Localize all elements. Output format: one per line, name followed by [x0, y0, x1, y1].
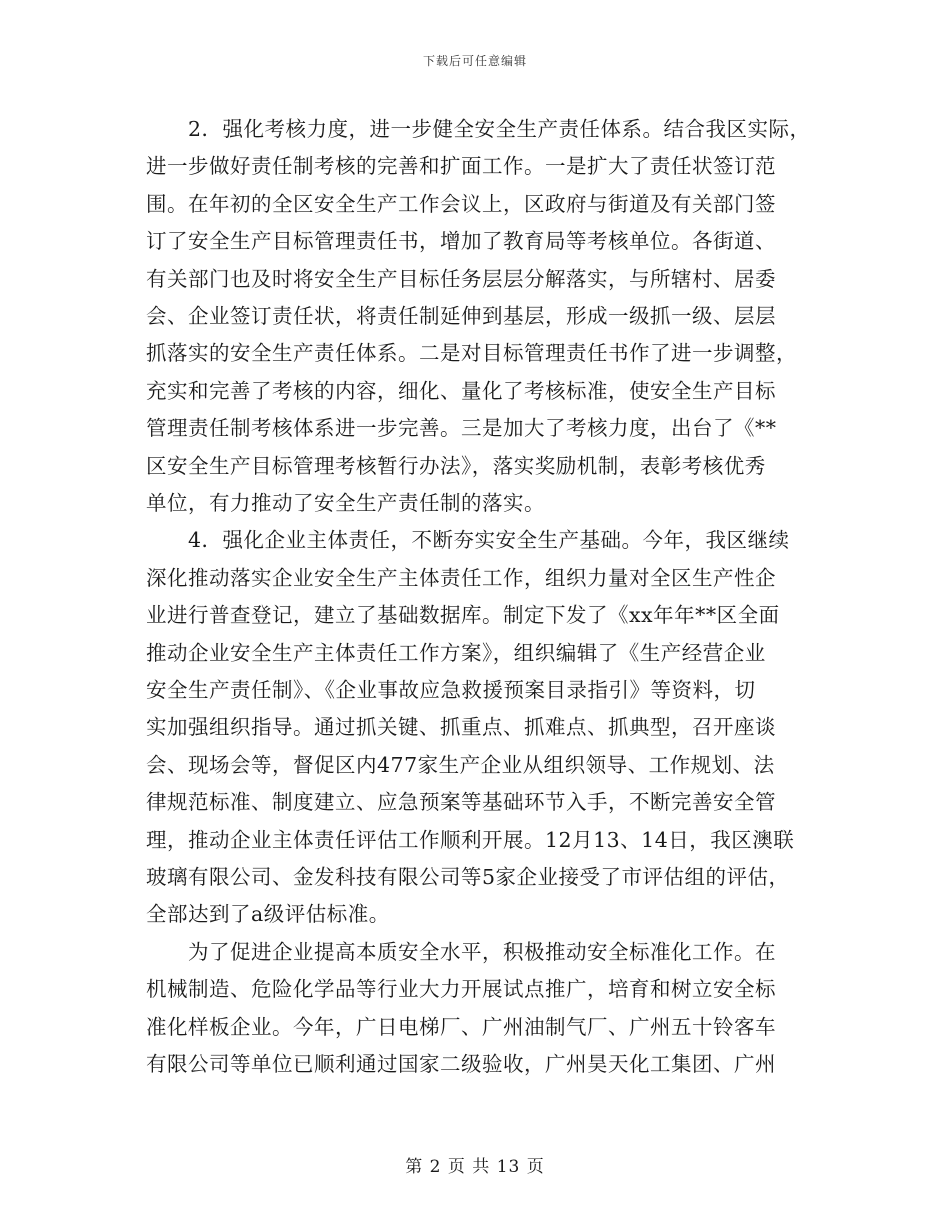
text-line: 推动企业安全生产主体责任工作方案》，组织编辑了《生产经营企业	[146, 640, 766, 665]
text-line: 2．强化考核力度，进一步健全安全生产责任体系。结合我区实际，	[188, 117, 811, 141]
text-line: 玻璃有限公司、金发科技有限公司等5家企业接受了市评估组的评估，	[146, 865, 790, 889]
text-line: 订了安全生产目标管理责任书，增加了教育局等考核单位。各街道、	[146, 229, 776, 254]
text-line: 充实和完善了考核的内容，细化、量化了考核标准，使安全生产目标	[146, 378, 776, 403]
text-line: 会、现场会等，督促区内477家生产企业从组织领导、工作规划、法	[146, 752, 775, 777]
text-line: 会、企业签订责任状，将责任制延伸到基层，形成一级抓一级、层层	[146, 304, 776, 328]
text-line: 律规范标准、制度建立、应急预案等基础环节入手，不断完善安全管	[146, 790, 776, 815]
text-line: 抓落实的安全生产责任体系。二是对目标管理责任书作了进一步调整，	[146, 341, 797, 366]
text-line: 单位，有力推动了安全生产责任制的落实。	[146, 491, 545, 515]
text-line: 4．强化企业主体责任，不断夯实安全生产基础。今年，我区继续	[188, 528, 790, 553]
page-header-note: 下载后可任意编辑	[422, 54, 527, 68]
text-line: 实加强组织指导。通过抓关键、抓重点、抓难点、抓典型，召开座谈	[146, 715, 776, 740]
text-line: 深化推动落实企业安全生产主体责任工作，组织力量对全区生产性企	[146, 565, 776, 590]
text-line: 理，推动企业主体责任评估工作顺利开展。12月13、14日，我区澳联	[146, 827, 795, 852]
text-line: 进一步做好责任制考核的完善和扩面工作。一是扩大了责任状签订范	[146, 154, 776, 179]
text-line: 安全生产责任制》、《企业事故应急救援预案目录指引》等资料，切	[146, 678, 756, 702]
text-line: 有限公司等单位已顺利通过国家二级验收，广州昊天化工集团、广州	[146, 1052, 776, 1076]
text-line: 区安全生产目标管理考核暂行办法》，落实奖励机制，表彰考核优秀	[146, 453, 766, 478]
text-line: 全部达到了a级评估标准。	[146, 902, 390, 927]
page-number: 第 2 页 共 13 页	[405, 1157, 545, 1177]
text-line: 管理责任制考核体系进一步完善。三是加大了考核力度，出台了《**	[146, 416, 777, 441]
text-line: 为了促进企业提高本质安全水平，积极推动安全标准化工作。在	[188, 939, 776, 964]
text-line: 业进行普查登记，建立了基础数据库。制定下发了《xx年年**区全面	[146, 603, 780, 628]
text-line: 有关部门也及时将安全生产目标任务层层分解落实，与所辖村、居委	[146, 266, 776, 291]
text-line: 机械制造、危险化学品等行业大力开展试点推广，培育和树立安全标	[146, 977, 776, 1002]
text-line: 准化样板企业。今年，广日电梯厂、广州油制气厂、广州五十铃客车	[146, 1014, 776, 1039]
text-line: 围。在年初的全区安全生产工作会议上，区政府与街道及有关部门签	[146, 191, 776, 216]
